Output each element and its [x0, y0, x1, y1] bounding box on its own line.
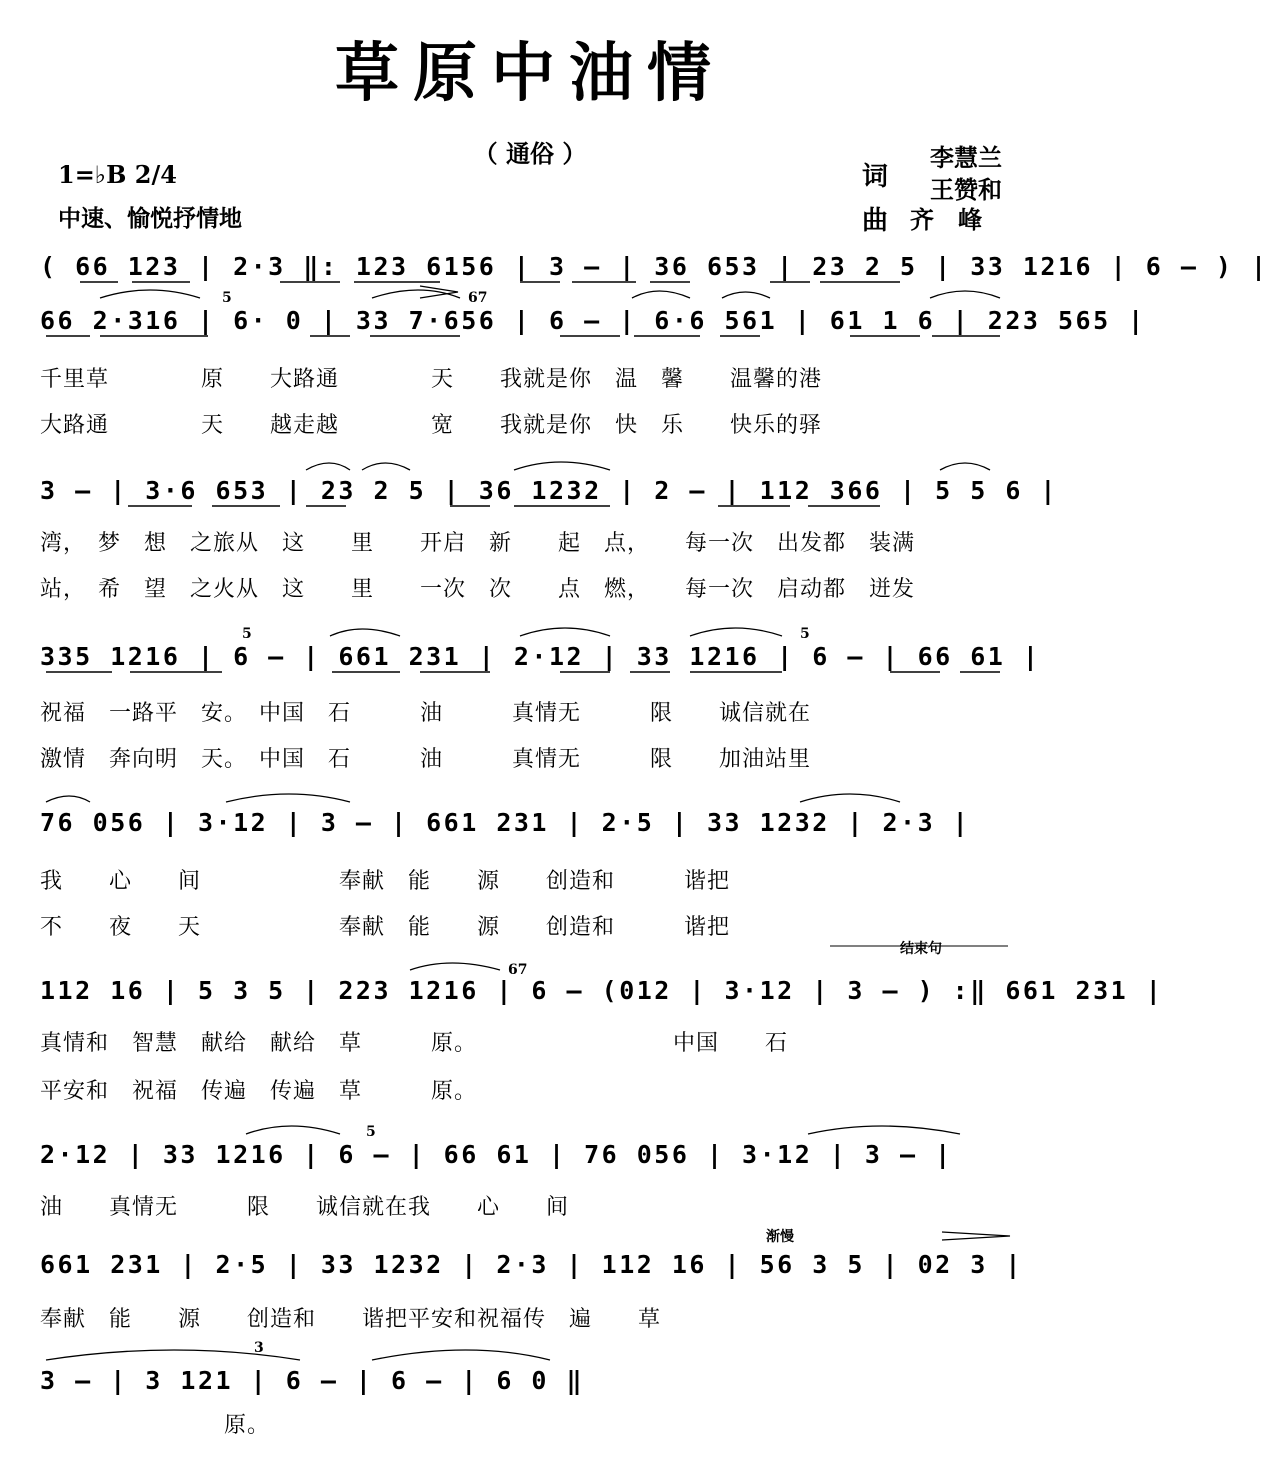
notation-system-4: 335 1216 | 6 — | 661 231 | 2·12 | 33 1216 | 6 — | 66 61 |	[40, 642, 1041, 671]
slur	[514, 462, 610, 470]
lyric-line: 湾， 梦 想 之旅从 这 里 开启 新 起 点， 每一次 出发都 装满	[40, 531, 916, 556]
slur	[100, 290, 200, 298]
triplet-mark: 3	[254, 1340, 264, 1356]
lyric-line: 奉献 能 源 创造和 谐把平安和祝福传 遍 草	[40, 1307, 662, 1332]
notation-system-2: 66 2·316 | 6· 0 | 33 7·656 | 6 — | 6·6 561 | 61 1 6 | 223 565 |	[40, 306, 1146, 335]
slur	[46, 796, 90, 802]
notation-system-7: 2·12 | 33 1216 | 6 — | 66 61 | 76 056 | 3·12 | 3 — |	[40, 1140, 953, 1169]
lyricist-2: 王赞和	[930, 175, 1002, 204]
slur	[410, 963, 500, 970]
notation-system-9: 3 — | 3 121 | 6 — | 6 — | 6 0 ‖	[40, 1366, 585, 1395]
slur	[808, 1126, 960, 1134]
slur	[372, 1350, 550, 1360]
slur	[520, 628, 610, 636]
slur	[306, 463, 350, 470]
slur	[690, 628, 782, 636]
lyric-line: 祝福 一路平 安。 中国 石 油 真情无 限 诚信就在	[40, 701, 812, 726]
lyric-line: 原。	[40, 1413, 271, 1438]
grace-note-mark: 67	[508, 962, 528, 978]
lyric-line: 大路通 天 越走越 宽 我就是你 快 乐 快乐的驿	[40, 413, 823, 438]
grace-note-mark: 67	[468, 290, 488, 306]
decrescendo-hairpin	[942, 1232, 1010, 1240]
lyric-line: 我 心 间 奉献 能 源 创造和 谐把	[40, 869, 731, 894]
lyricist-1: 李慧兰	[930, 143, 1002, 172]
slur	[362, 463, 410, 470]
notation-system-1: ( 66 123 | 2·3 ‖: 123 6156 | 3 — | 36 653 | 23 2 5 | 33 1216 | 6 — ) |	[40, 252, 1269, 281]
grace-note-mark: 5	[800, 626, 810, 642]
slur	[940, 463, 990, 470]
slur	[226, 794, 350, 802]
grace-note-mark: 5	[366, 1124, 376, 1140]
lyric-line: 真情和 智慧 献给 献给 草 原。 中国 石	[40, 1031, 789, 1056]
grace-note-mark: 5	[222, 290, 232, 306]
notation-system-6: 112 16 | 5 3 5 | 223 1216 | 6 — (012 | 3·12 | 3 — ) :‖ 661 231 |	[40, 976, 1164, 1005]
lyric-line: 不 夜 天 奉献 能 源 创造和 谐把	[40, 915, 731, 940]
notation-system-8: 661 231 | 2·5 | 33 1232 | 2·3 | 112 16 | 56 3 5 | 02 3 |	[40, 1250, 1023, 1279]
tempo-marking: 中速、愉悦抒情地	[58, 205, 242, 232]
lyric-line: 千里草 原 大路通 天 我就是你 温 馨 温馨的港	[40, 367, 823, 392]
lyric-line: 站， 希 望 之火从 这 里 一次 次 点 燃， 每一次 启动都 迸发	[40, 577, 916, 602]
slur	[800, 794, 900, 802]
slur	[722, 292, 770, 298]
slur	[46, 1350, 300, 1360]
notation-system-3: 3 — | 3·6 653 | 23 2 5 | 36 1232 | 2 — | 112 366 | 5 5 6 |	[40, 476, 1058, 505]
ritardando-mark: 渐慢	[766, 1229, 794, 1245]
notation-system-5: 76 056 | 3·12 | 3 — | 661 231 | 2·5 | 33 1232 | 2·3 |	[40, 808, 971, 837]
lyric-line: 激情 奔向明 天。 中国 石 油 真情无 限 加油站里	[40, 747, 812, 772]
song-title: 草原中油情	[335, 36, 725, 111]
key-signature: 1=♭B 2/4	[58, 160, 177, 189]
lyrics-role-label: 词	[862, 162, 889, 192]
lyric-line: 油 真情无 限 诚信就在我 心 间	[40, 1195, 570, 1220]
slur	[632, 291, 690, 298]
composer: 齐 峰	[910, 205, 982, 234]
slur	[330, 629, 400, 636]
ending-phrase-mark: 结束句	[900, 941, 942, 957]
grace-note-mark: 5	[242, 626, 252, 642]
style-label: （ 通俗 ）	[473, 139, 587, 168]
lyric-line: 平安和 祝福 传遍 传遍 草 原。	[40, 1079, 478, 1104]
music-role-label: 曲	[862, 206, 889, 236]
slur	[930, 291, 1000, 298]
slur	[246, 1126, 340, 1134]
